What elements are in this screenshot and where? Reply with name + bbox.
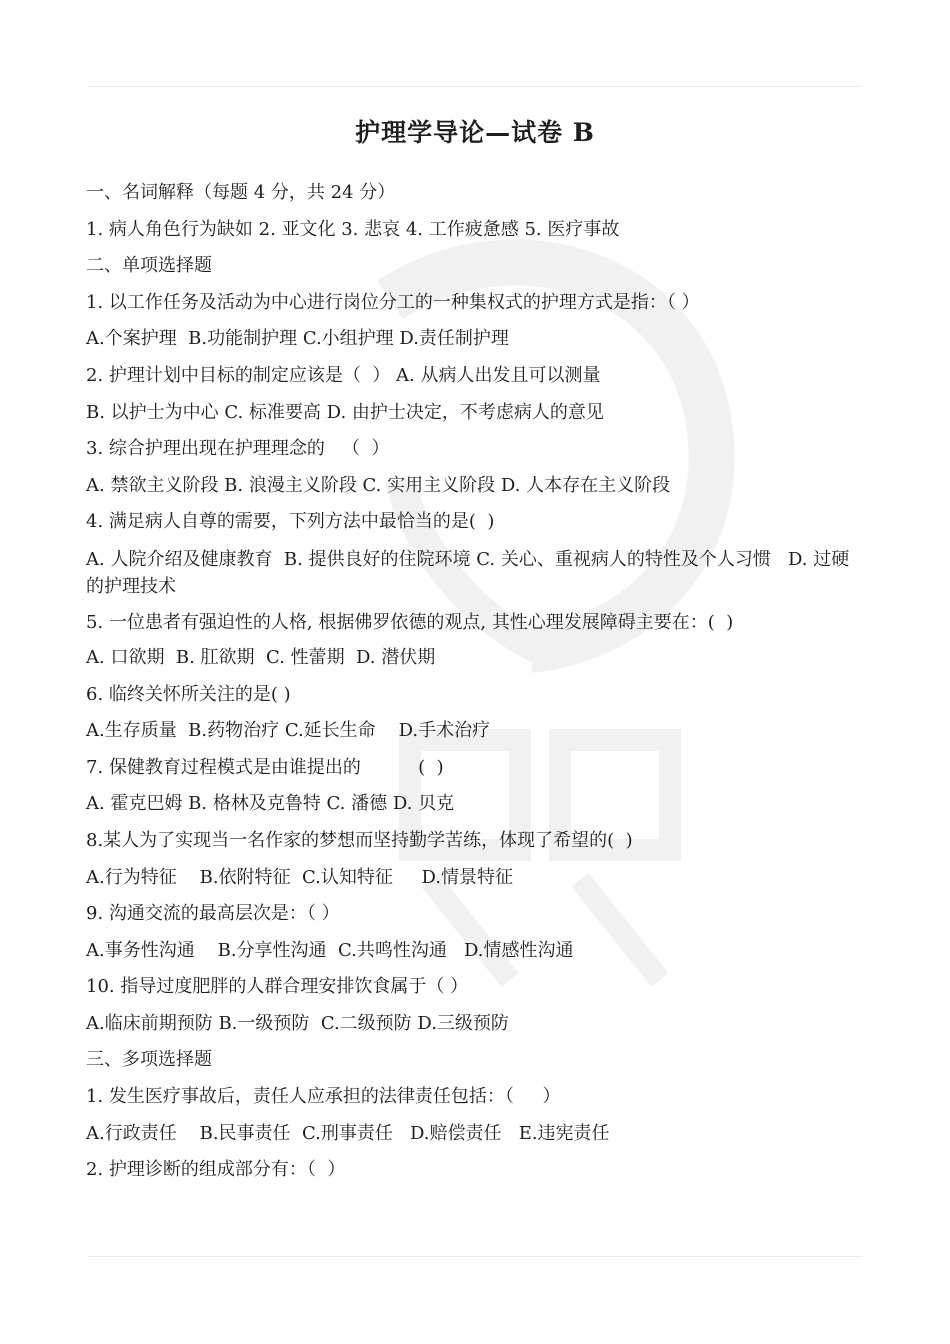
question: 7. 保健教育过程模式是由谁提出的 ( ) — [86, 756, 444, 778]
question: 2. 护理诊断的组成部分有：（ ） — [86, 1159, 346, 1181]
answer-options: A. 禁欲主义阶段 B. 浪漫主义阶段 C. 实用主义阶段 D. 人本存在主义阶段 — [86, 474, 671, 496]
question: 9. 沟通交流的最高层次是：（ ） — [86, 903, 340, 925]
answer-options: A.临床前期预防 B.一级预防 C.二级预防 D.三级预防 — [86, 1012, 509, 1034]
question: 2. 护理计划中目标的制定应该是（ ） A. 从病人出发且可以测量 — [86, 364, 601, 386]
question: 3. 综合护理出现在护理理念的 （ ） — [86, 438, 390, 460]
question: 8.某人为了实现当一名作家的梦想而坚持勤学苦练，体现了希望的( ) — [86, 829, 633, 851]
answer-options: A.生存质量 B.药物治疗 C.延长生命 D.手术治疗 — [86, 720, 491, 742]
question: 1. 以工作任务及活动为中心进行岗位分工的一种集权式的护理方式是指：（ ） — [86, 291, 700, 313]
header-rule — [88, 86, 862, 87]
answer-options: A. 霍克巴姆 B. 格林及克鲁特 C. 潘德 D. 贝克 — [86, 793, 455, 815]
answer-options: A.行政责任 B.民事责任 C.刑事责任 D.赔偿责任 E.违宪责任 — [86, 1122, 610, 1144]
answer-options: A.个案护理 B.功能制护理 C.小组护理 D.责任制护理 — [86, 328, 509, 350]
answer-options: A. 口欲期 B. 肛欲期 C. 性蕾期 D. 潜伏期 — [86, 646, 436, 668]
section-heading: 一、名词解释（每题 4 分，共 24 分） — [86, 182, 396, 203]
answer-options: A. 人院介绍及健康教育 B. 提供良好的住院环境 C. 关心、重视病人的特性及个人习惯 D. 过硬的护理技术 — [86, 548, 850, 597]
exam-content — [86, 175, 866, 1189]
page-title: 护理学导论—试卷 B — [355, 118, 595, 147]
answer-options: B. 以护士为中心 C. 标准要高 D. 由护士决定，不考虑病人的意见 — [86, 401, 604, 423]
term-list: 1. 病人角色行为缺如 2. 亚文化 3. 悲哀 4. 工作疲惫感 5. 医疗事故 — [86, 218, 620, 240]
section-heading: 三、多项选择题 — [86, 1049, 212, 1071]
question: 10. 指导过度肥胖的人群合理安排饮食属于（ ） — [86, 976, 469, 998]
question: 1. 发生医疗事故后，责任人应承担的法律责任包括：（ ） — [86, 1086, 561, 1108]
footer-rule — [88, 1256, 862, 1257]
question: 6. 临终关怀所关注的是( ) — [86, 683, 291, 705]
question: 4. 满足病人自尊的需要，下列方法中最恰当的是( ) — [86, 511, 495, 533]
section-heading: 二、单项选择题 — [86, 255, 212, 277]
answer-options: A.事务性沟通 B.分享性沟通 C.共鸣性沟通 D.情感性沟通 — [86, 939, 574, 961]
answer-options: A.行为特征 B.依附特征 C.认知特征 D.情景特征 — [86, 866, 513, 888]
question: 5. 一位患者有强迫性的人格, 根据佛罗依德的观点, 其性心理发展障碍主要在：( ) — [86, 611, 734, 633]
